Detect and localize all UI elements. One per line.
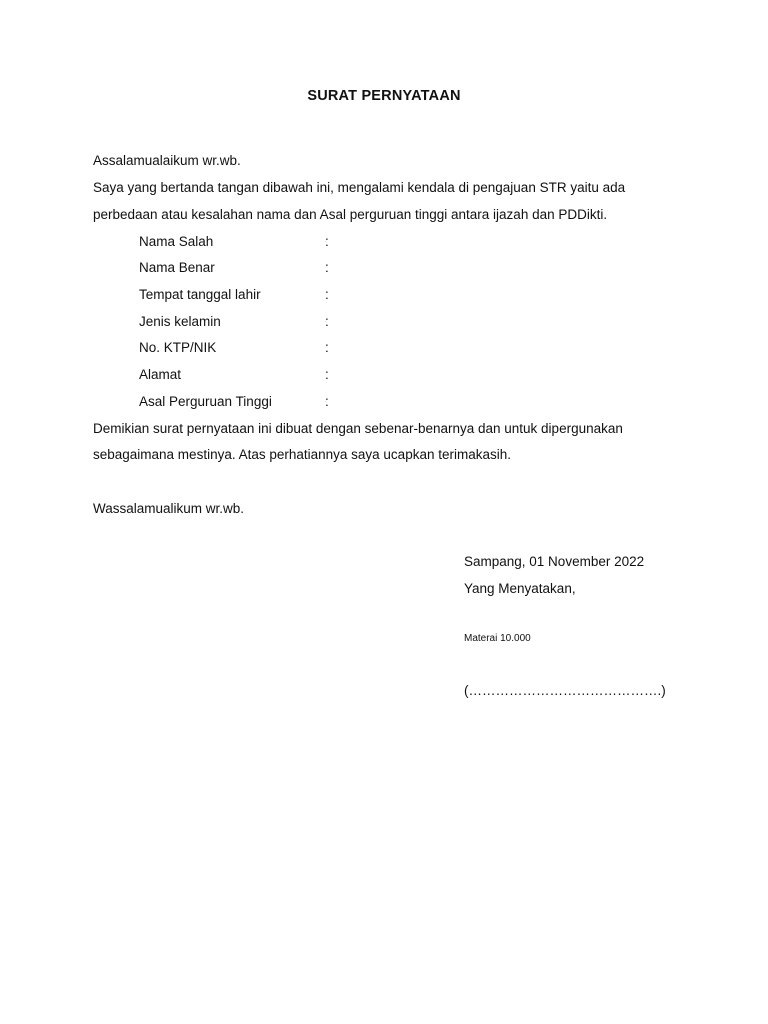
field-separator: :: [325, 314, 329, 329]
document-title: SURAT PERNYATAAN: [307, 88, 461, 104]
field-label-nama-benar: Nama Benar: [139, 260, 215, 275]
farewell: Wassalamualikum wr.wb.: [93, 501, 245, 516]
closing-line-1: Demikian surat pernyataan ini dibuat dengan sebenar-benarnya dan untuk dipergunakan: [93, 421, 623, 436]
field-separator: :: [325, 260, 329, 275]
signature-name-placeholder: (…………………………………….): [464, 683, 666, 698]
declarant-label: Yang Menyatakan,: [464, 581, 576, 596]
field-separator: :: [325, 234, 329, 249]
stamp-note: Materai 10.000: [464, 633, 531, 644]
field-label-asal-perguruan-tinggi: Asal Perguruan Tinggi: [139, 394, 272, 409]
place-date: Sampang, 01 November 2022: [464, 554, 645, 569]
field-label-no-ktp-nik: No. KTP/NIK: [139, 340, 217, 355]
field-separator: :: [325, 287, 329, 302]
field-label-jenis-kelamin: Jenis kelamin: [139, 314, 221, 329]
closing-line-2: sebagaimana mestinya. Atas perhatiannya saya ucapkan terimakasih.: [93, 447, 511, 462]
intro-line-2: perbedaan atau kesalahan nama dan Asal perguruan tinggi antara ijazah dan PDDikti.: [93, 207, 608, 222]
intro-line-1: Saya yang bertanda tangan dibawah ini, mengalami kendala di pengajuan STR yaitu ada: [93, 180, 626, 195]
field-label-nama-salah: Nama Salah: [139, 234, 214, 249]
greeting: Assalamualaikum wr.wb.: [93, 153, 241, 168]
field-separator: :: [325, 340, 329, 355]
field-separator: :: [325, 367, 329, 382]
field-label-alamat: Alamat: [139, 367, 182, 382]
field-separator: :: [325, 394, 329, 409]
field-label-tempat-tanggal-lahir: Tempat tanggal lahir: [139, 287, 261, 302]
